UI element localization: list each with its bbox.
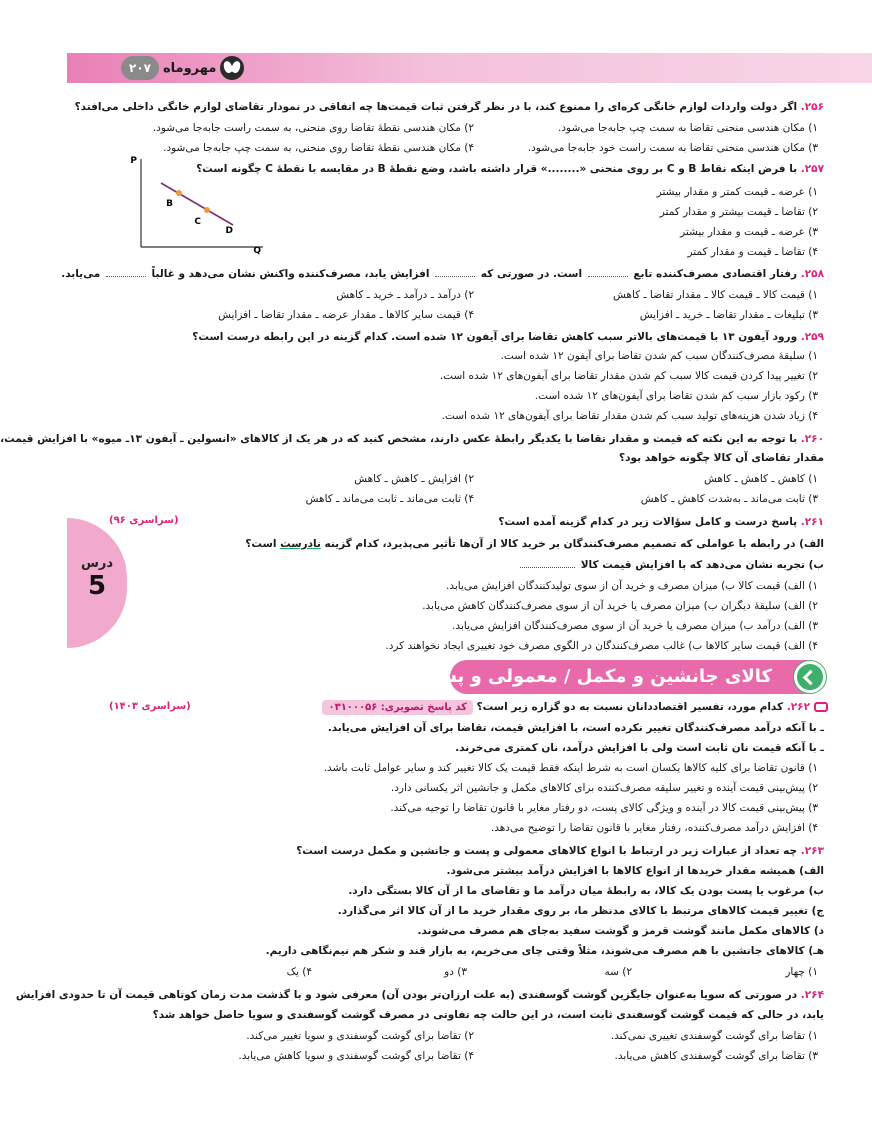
lesson-tab (67, 518, 127, 648)
question-number: ۲۵۶. (800, 101, 824, 113)
blank-3 (106, 267, 146, 277)
lesson-number: 5 (87, 571, 107, 601)
q263-statement-e: هـ) کالاهای جانشین با هم مصرف می‌شوند، مثلاً وقتی چای می‌خریم، به بازار قند و شکر هم نیم‌نگاهی داریم. (265, 945, 824, 957)
q259-option-4[interactable]: ۴) زیاد شدن هزینه‌های تولید سبب کم شدن مقدار تقاضا برای آیفون‌های ۱۲ شده است. (441, 410, 818, 422)
point-b (176, 190, 182, 196)
question-text: ورود آیفون ۱۳ با قیمت‌های بالاتر سبب کاهش تقاضا برای آیفون ۱۲ شده است. کدام گزینه در این رابطه درست است؟ (192, 331, 798, 343)
q260-option-4[interactable]: ۴) ثابت می‌ماند ـ ثابت می‌ماند ـ کاهش (305, 493, 474, 505)
q258-option-2[interactable]: ۲) درآمد ـ درآمد ـ خرید ـ کاهش (336, 289, 474, 301)
question-264-line-2: یابد، در حالی که قیمت گوشت گوسفندی ثابت است، در این حالت چه تفاوتی در مصرف گوشت گوسفندی و سویا حاصل خواهد شد؟ (152, 1009, 824, 1021)
q262-option-1[interactable]: ۱) قانون تقاضا برای کلیه کالاها یکسان است به شرط اینکه فقط قیمت یک کالا تغییر کند و سایر عوامل ثابت باشد. (323, 762, 818, 774)
question-text-line-1: در صورتی که سویا به‌عنوان جایگزین گوشت گوسفندی (به علت ارزان‌تر بودن آن) معرفی شود و با گذشت مدت زمان کوتاهی قیمت آن تا حدودی افزایش (15, 989, 798, 1001)
q260-option-1[interactable]: ۱) کاهش ـ کاهش ـ کاهش (704, 473, 818, 485)
butterfly-logo-icon (220, 56, 244, 80)
q259-option-2[interactable]: ۲) تغییر پیدا کردن قیمت کالا سبب کم شدن مقدار تقاضا برای آیفون‌های ۱۲ شده است. (439, 370, 818, 382)
question-260 (0, 430, 824, 448)
q261-source: (سراسری ۹۶) (109, 515, 179, 526)
q264-option-3[interactable]: ۳) تقاضا برای گوشت گوسفندی کاهش می‌یابد. (614, 1050, 818, 1062)
q262-option-2[interactable]: ۲) پیش‌بینی قیمت آینده و تغییر سلیقه مصرف‌کننده برای کالاهای مکمل و جانشین اثر یکسانی دارد. (390, 782, 818, 794)
q263-option-3[interactable]: ۳) دو (444, 966, 467, 978)
q262-option-3[interactable]: ۳) پیش‌بینی قیمت کالا در آینده و ویژگی کالای پست، دو رفتار مغایر با قانون تقاضا را توجیه می‌کند. (390, 802, 818, 814)
q263-option-1[interactable]: ۱) چهار (785, 966, 818, 978)
q257-option-1[interactable]: ۱) عرضه ـ قیمت کمتر و مقدار بیشتر (656, 186, 818, 198)
q258-option-1[interactable]: ۱) قیمت کالا ـ قیمت کالا ـ مقدار تقاضا ـ کاهش (613, 289, 818, 301)
q258-option-4[interactable]: ۴) قیمت سایر کالاها ـ مقدار عرضه ـ مقدار تقاضا ـ افزایش (218, 309, 474, 321)
label-c: C (194, 217, 201, 227)
q263-option-4[interactable]: ۴) یک (286, 966, 312, 978)
question-number: ۲۵۷. (800, 163, 824, 175)
q261-option-4[interactable]: ۴) الف) قیمت سایر کالاها ب) غالب مصرف‌کنندگان در الگوی مصرف خود تغییری ایجاد نخواهند کرد. (385, 640, 818, 652)
question-text: پاسخ درست و کامل سؤالات زیر در کدام گزینه آمده است؟ (498, 516, 798, 528)
question-number: ۲۵۹. (800, 331, 824, 343)
q264-option-4[interactable]: ۴) تقاضا برای گوشت گوسفندی و سویا کاهش می‌یابد. (238, 1050, 474, 1062)
question-text-c: افزایش یابد، مصرف‌کننده واکنش نشان می‌دهد و غالباً (151, 268, 430, 280)
question-number: ۲۶۲. (786, 701, 810, 713)
q259-option-3[interactable]: ۳) رکود بازار سبب کم شدن تقاضا برای آیفون‌های ۱۲ شده است. (534, 390, 818, 402)
q261-part-a (245, 535, 824, 553)
question-number: ۲۵۸. (800, 268, 824, 280)
q263-statement-a: الف) همیشه مقدار خریدها از انواع کالاها با افزایش درآمد بیشتر می‌شود. (446, 865, 824, 877)
part-a-end: است؟ (245, 538, 277, 550)
q261-option-1[interactable]: ۱) الف) قیمت کالا ب) میزان مصرف و خرید آن از سوی تولیدکنندگان افزایش می‌یابد. (446, 580, 818, 592)
question-264 (16, 986, 824, 1004)
question-258 (61, 265, 824, 283)
section-title: کالای جانشین و مکمل / معمولی و پست (450, 660, 810, 694)
q262-statement-2: ـ با آنکه قیمت نان ثابت است ولی با افزایش درآمد، نان کمتری می‌خرند. (455, 742, 824, 754)
question-257 (196, 160, 824, 178)
question-259 (192, 328, 824, 346)
q262-source: (سراسری ۱۴۰۳) (109, 701, 191, 712)
video-camera-icon[interactable] (814, 702, 828, 712)
part-a-text: الف) در رابطه با عواملی که تصمیم مصرف‌کنندگان بر خرید کالا از آن‌ها تأثیر می‌پذیرد، کدام گزینه (324, 538, 824, 550)
page-number: ۲۰۷ (121, 56, 159, 80)
q263-statement-d: د) کالاهای مکمل مانند گوشت قرمز و گوشت سفید به‌جای هم مصرف می‌شوند. (417, 925, 824, 937)
question-text-line-1: با توجه به این نکته که قیمت و مقدار تقاضا با یکدیگر رابطهٔ عکس دارند، مشخص کنید که در هر یک از کالاهای «انسولین ـ آیفون ۱۳ـ میوه» با افزایش قیمت، (0, 433, 798, 445)
q262-statement-1: ـ با آنکه درآمد مصرف‌کنندگان تغییر نکرده است، با افزایش قیمت، تقاضا برای آن افزایش می‌یابد. (327, 722, 824, 734)
q257-option-3[interactable]: ۳) عرضه ـ قیمت و مقدار بیشتر (680, 226, 818, 238)
question-text: چه تعداد از عبارات زیر در ارتباط با انواع کالاهای معمولی و پست و جانشین و مکمل درست است؟ (296, 845, 798, 857)
q261-option-3[interactable]: ۳) الف) درآمد ب) میزان مصرف یا خرید آن از سوی مصرف‌کنندگان افزایش می‌یابد. (452, 620, 818, 632)
question-number: ۲۶۱. (800, 516, 824, 528)
blank (520, 558, 575, 568)
question-number: ۲۶۴. (800, 989, 824, 1001)
question-text: اگر دولت واردات لوازم خانگی کره‌ای را ممنوع کند، با در نظر گرفتن ثبات قیمت‌ها چه اتفاقی در نمودار تقاضای لوازم خانگی داخلی می‌افتد؟ (74, 101, 798, 113)
q260-option-3[interactable]: ۳) ثابت می‌ماند ـ به‌شدت کاهش ـ کاهش (640, 493, 818, 505)
q256-option-3[interactable]: ۳) مکان هندسی منحنی تقاضا به سمت راست خود جابه‌جا می‌شود. (527, 142, 818, 154)
question-text: کدام مورد، تفسیر اقتصاددانان نسبت به دو گزاره زیر است؟ (476, 701, 784, 713)
q259-option-1[interactable]: ۱) سلیقهٔ مصرف‌کنندگان سبب کم شدن تقاضا برای آیفون ۱۲ شده است. (500, 350, 818, 362)
question-260-line-2: مقدار تقاضای آن کالا چگونه خواهد بود؟ (619, 452, 824, 464)
q257-option-4[interactable]: ۴) تقاضا ـ قیمت و مقدار کمتر (687, 246, 818, 258)
question-text-a: رفتار اقتصادی مصرف‌کننده تابع (633, 268, 798, 280)
question-number: ۲۶۰. (800, 433, 824, 445)
axis-label-p: P (130, 156, 137, 166)
q256-option-4[interactable]: ۴) مکان هندسی نقطهٔ تقاضا روی منحنی، به سمت چپ جابه‌جا می‌شود. (163, 142, 474, 154)
question-256 (75, 98, 824, 116)
q257-option-2[interactable]: ۲) تقاضا ـ قیمت بیشتر و مقدار کمتر (659, 206, 818, 218)
q256-option-1[interactable]: ۱) مکان هندسی منحنی تقاضا به سمت چپ جابه‌جا می‌شود. (558, 122, 818, 134)
point-c (204, 207, 210, 213)
blank-2 (435, 267, 475, 277)
brand (163, 55, 244, 81)
label-d: D (225, 226, 233, 236)
question-number: ۲۶۳. (800, 845, 824, 857)
question-263 (296, 842, 824, 860)
question-text-d: می‌یابد. (61, 268, 101, 280)
q256-option-2[interactable]: ۲) مکان هندسی نقطهٔ تقاضا روی منحنی، به سمت راست جابه‌جا می‌شود. (152, 122, 474, 134)
q263-statement-c: ج) تغییر قیمت کالاهای مرتبط با کالای مدنظر ما، بر روی مقدار خرید ما از آن کالا اثر می‌گذارد. (337, 905, 824, 917)
q260-option-2[interactable]: ۲) افزایش ـ کاهش ـ کاهش (354, 473, 474, 485)
question-text-b: است. در صورتی که (480, 268, 583, 280)
q264-option-2[interactable]: ۲) تقاضا برای گوشت گوسفندی و سویا تغییر می‌کند. (246, 1030, 474, 1042)
blank-1 (588, 267, 628, 277)
question-261 (498, 513, 824, 531)
demand-curve-graph (130, 155, 273, 256)
part-a-underlined: نادرست (280, 538, 321, 550)
q262-option-4[interactable]: ۴) افزایش درآمد مصرف‌کننده، رفتار مغایر با قانون تقاضا را توضیح می‌دهد. (490, 822, 818, 834)
part-b-text: ب) تجربه نشان می‌دهد که با افزایش قیمت کالا (580, 559, 824, 571)
axis-label-q: Q (253, 246, 261, 256)
lesson-label: درس (80, 556, 114, 571)
q264-option-1[interactable]: ۱) تقاضا برای گوشت گوسفندی تغییری نمی‌کند. (610, 1030, 818, 1042)
q261-option-2[interactable]: ۲) الف) سلیقهٔ دیگران ب) میزان مصرف یا خرید آن از سوی مصرف‌کنندگان کاهش می‌یابد. (422, 600, 818, 612)
question-text: با فرض اینکه نقاط B و C بر روی منحنی «........» قرار داشته باشد، وضع نقطهٔ B در مقایسه با نقطهٔ C چگونه است؟ (196, 163, 798, 175)
video-answer-code[interactable]: کد پاسخ تصویری: ۰۳۱۰۰۰۵۶ (322, 700, 472, 715)
q261-part-b (518, 556, 824, 574)
q263-option-2[interactable]: ۲) سه (604, 966, 632, 978)
q258-option-3[interactable]: ۳) تبلیغات ـ مقدار تقاضا ـ خرید ـ افزایش (639, 309, 818, 321)
question-262 (322, 698, 810, 716)
brand-name: مهروماه (163, 60, 217, 76)
label-b: B (166, 199, 173, 209)
section-chevron-icon (794, 661, 826, 693)
q263-statement-b: ب) مرغوب یا پست بودن یک کالا، به رابطهٔ میان درآمد ما و تقاضای ما از آن کالا بستگی دارد. (348, 885, 824, 897)
